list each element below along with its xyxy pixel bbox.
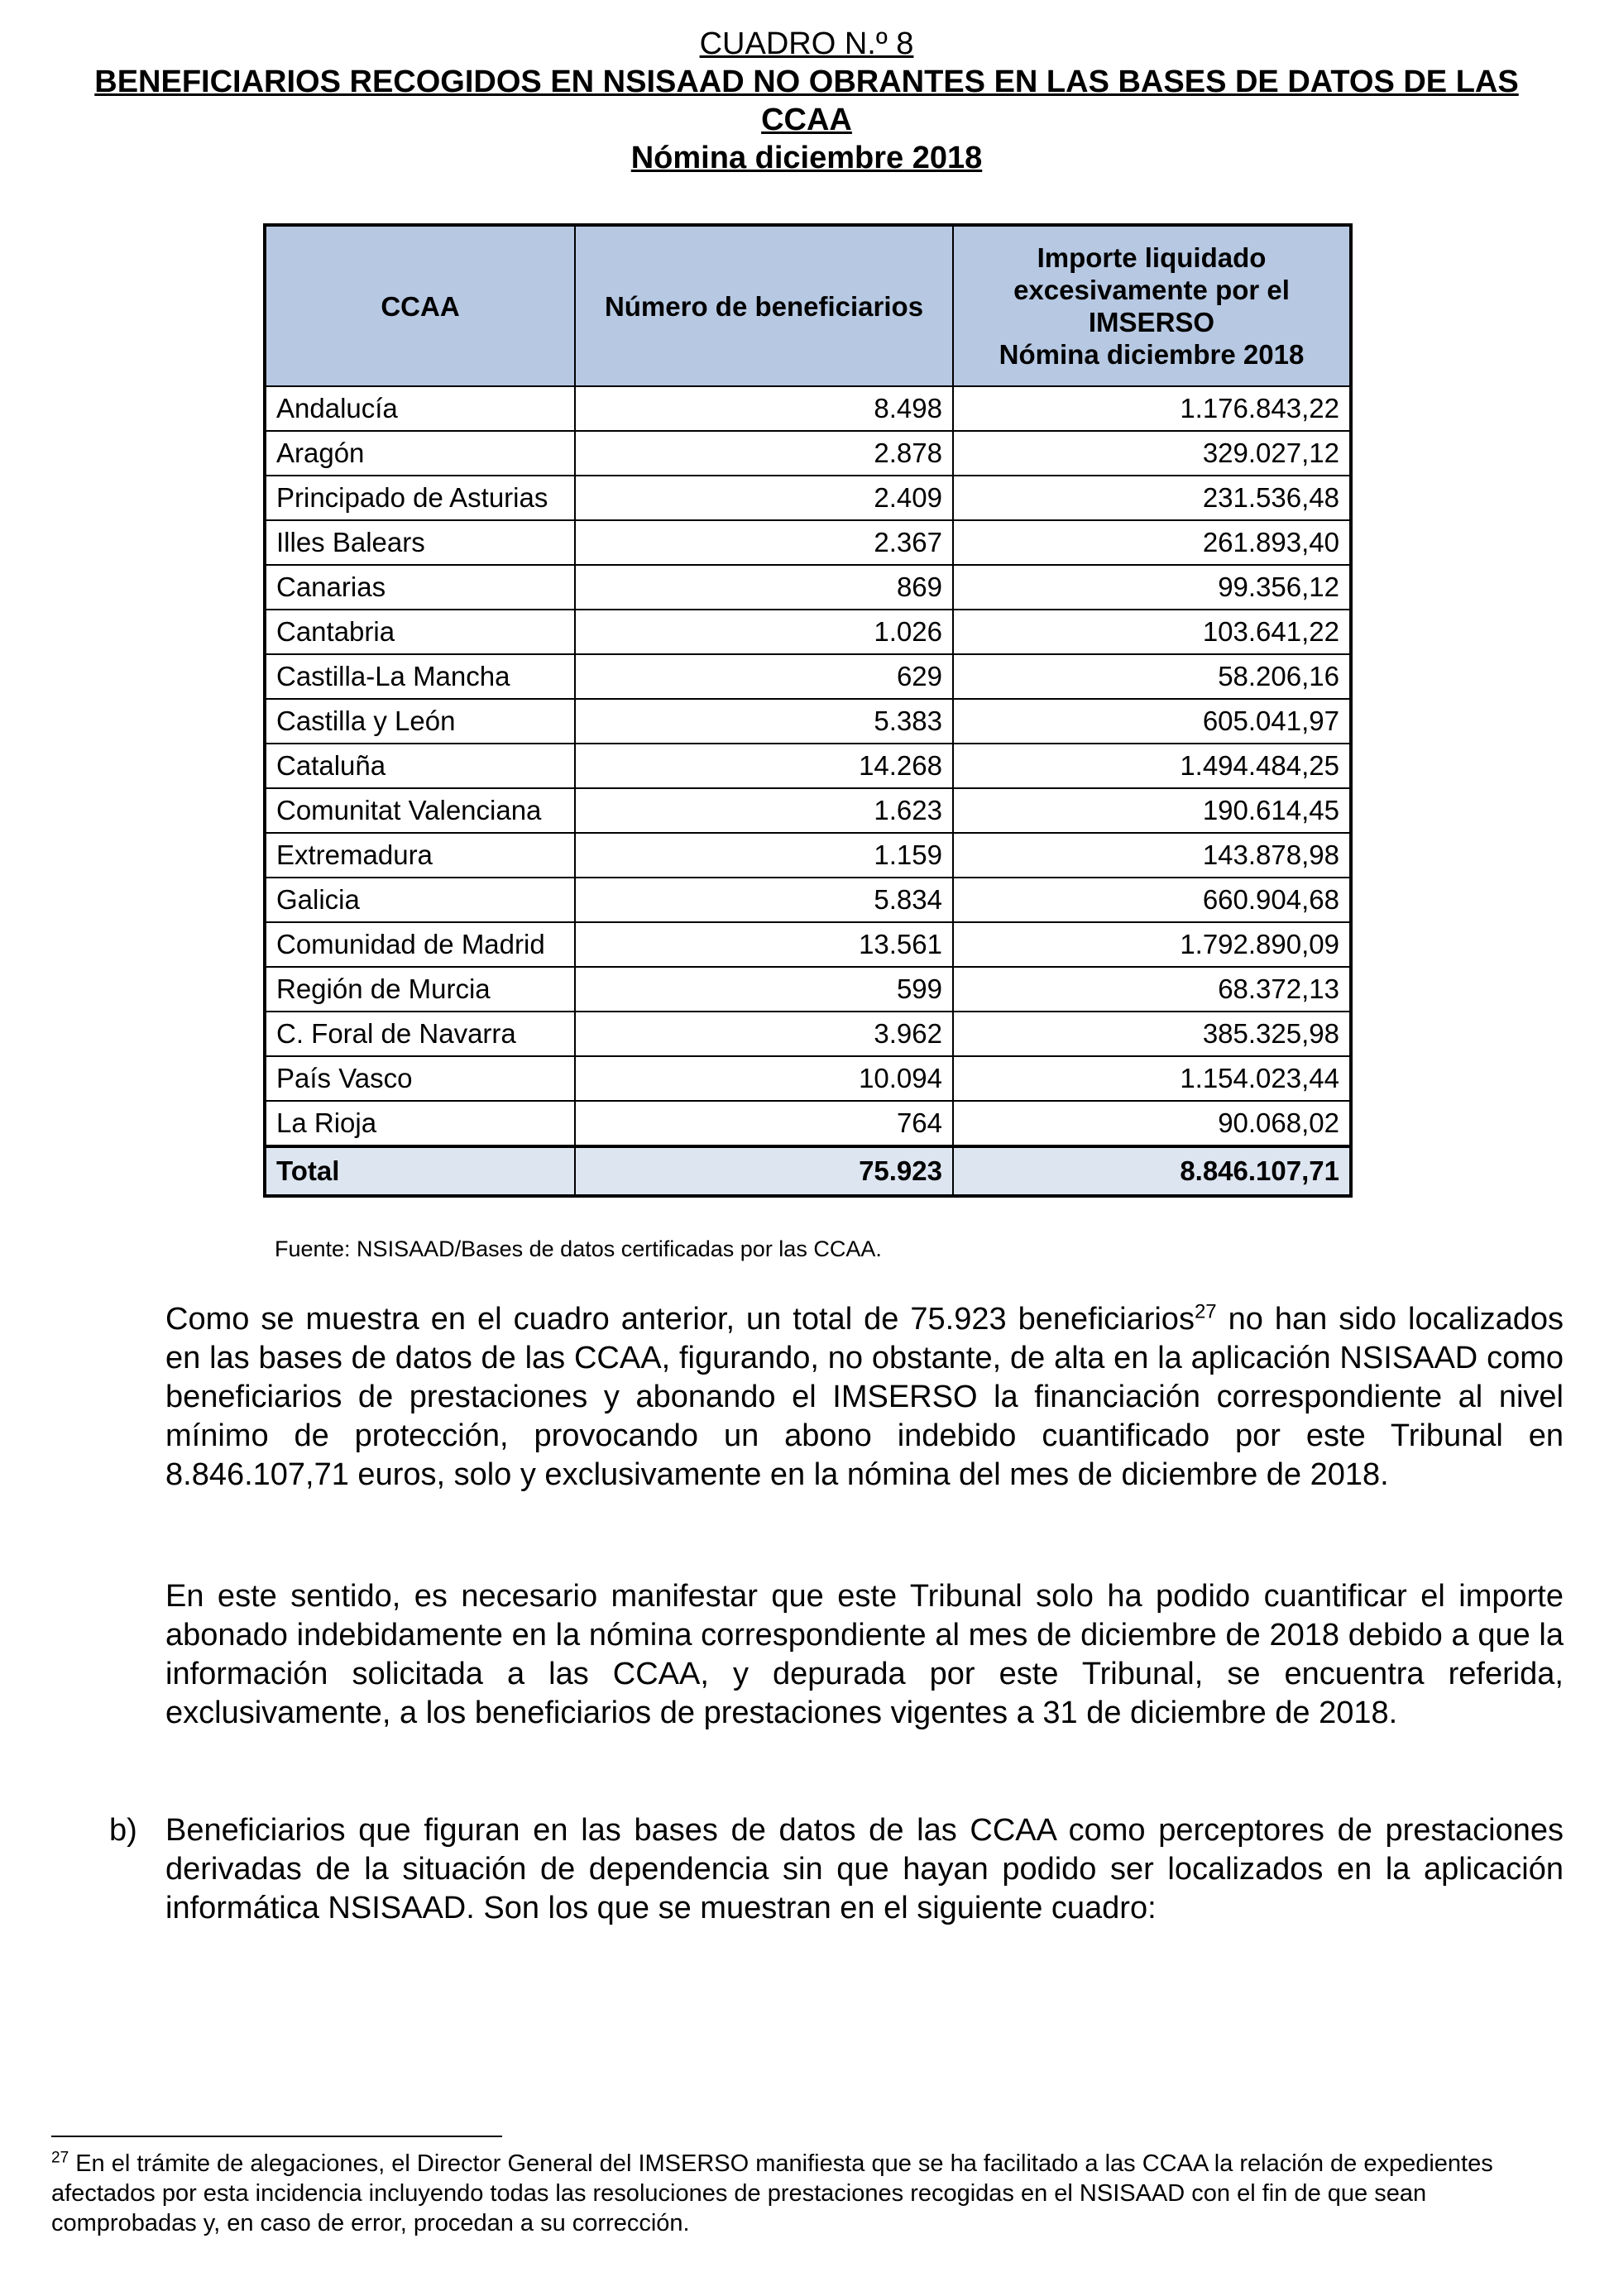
cell-ccaa: Canarias: [265, 565, 575, 610]
cell-ccaa: La Rioja: [265, 1101, 575, 1146]
paragraph-1-end: no han sido localizados en las bases de datos de las CCAA, figurando, no obstante, de alta en la aplicación NSISAAD como beneficiarios de prestaciones y abonando el IMSERSO la financiación correspondiente al nivel mínimo de protección, provocando un abono indebido cuantificado por este Tribunal en 8.846.107,71 euros, solo y exclusivamente en la nómina del mes de diciembre de 2018.: [165, 1302, 1564, 1492]
table-number: CUADRO N.º 8: [699, 26, 914, 61]
cell-importe: 143.878,98: [953, 833, 1351, 878]
table-row: [265, 1012, 1351, 1056]
list-marker: b): [109, 1813, 137, 1848]
cell-ccaa: C. Foral de Navarra: [265, 1012, 575, 1056]
cell-ccaa: Cataluña: [265, 744, 575, 788]
cell-importe: 1.176.843,22: [953, 386, 1351, 431]
cell-importe: 1.792.890,09: [953, 922, 1351, 967]
cell-beneficiarios: 14.268: [575, 744, 953, 788]
cell-importe: 90.068,02: [953, 1101, 1351, 1146]
cell-beneficiarios: 1.623: [575, 788, 953, 833]
footnote-divider: [51, 2136, 502, 2137]
paragraph-1-start: Como se muestra en el cuadro anterior, un total de 75.923 beneficiarios: [165, 1302, 1195, 1337]
table-body: [265, 386, 1351, 1196]
table-row: [265, 699, 1351, 744]
cell-ccaa: País Vasco: [265, 1056, 575, 1101]
cell-importe: 385.325,98: [953, 1012, 1351, 1056]
table-heading: BENEFICIARIOS RECOGIDOS EN NSISAAD NO OBRANTES EN LAS BASES DE DATOS DE LAS CCAA: [94, 65, 1519, 137]
cell-ccaa: Aragón: [265, 431, 575, 476]
cell-beneficiarios: 10.094: [575, 1056, 953, 1101]
total-label: Total: [265, 1146, 575, 1196]
beneficiaries-table: [263, 223, 1353, 1198]
cell-ccaa: Illes Balears: [265, 520, 575, 565]
header-importe-sub: Nómina diciembre 2018: [999, 339, 1305, 370]
cell-beneficiarios: 1.026: [575, 610, 953, 654]
cell-ccaa: Andalucía: [265, 386, 575, 431]
cell-beneficiarios: 2.878: [575, 431, 953, 476]
table-row: [265, 476, 1351, 520]
cell-beneficiarios: 2.367: [575, 520, 953, 565]
cell-ccaa: Región de Murcia: [265, 967, 575, 1012]
cell-beneficiarios: 599: [575, 967, 953, 1012]
cell-importe: 1.494.484,25: [953, 744, 1351, 788]
cell-importe: 261.893,40: [953, 520, 1351, 565]
footnote-text: En el trámite de alegaciones, el Director General del IMSERSO manifiesta que se ha facilitado a las CCAA la relación de expedientes afectados por esta incidencia incluyendo todas las resoluciones de prestaciones recogidas en el NSISAAD con el fin de que sean comprobadas y, en caso de error, procedan a su corrección.: [51, 2150, 1493, 2236]
cell-ccaa: Galicia: [265, 878, 575, 922]
paragraph-2: En este sentido, es necesario manifestar que este Tribunal solo ha podido cuantificar el importe abonado indebidamente en la nómina correspondiente al mes de diciembre de 2018 debido a que la información solicitada a las CCAA, y depurada por este Tribunal, se encuentra referida, exclusivamente, a los beneficiarios de prestaciones vigentes a 31 de diciembre de 2018.: [165, 1579, 1564, 1730]
cell-importe: 329.027,12: [953, 431, 1351, 476]
cell-beneficiarios: 1.159: [575, 833, 953, 878]
cell-importe: 231.536,48: [953, 476, 1351, 520]
cell-importe: 103.641,22: [953, 610, 1351, 654]
table-title: [50, 25, 1564, 177]
cell-ccaa: Castilla-La Mancha: [265, 654, 575, 699]
footnote-ref[interactable]: 27: [1194, 1300, 1217, 1323]
table-total-row: [265, 1146, 1351, 1196]
cell-beneficiarios: 764: [575, 1101, 953, 1146]
total-importe: 8.846.107,71: [953, 1146, 1351, 1196]
footnote: [51, 2149, 1565, 2238]
paragraph-3: Beneficiarios que figuran en las bases de datos de las CCAA como perceptores de prestaciones derivadas de la situación de dependencia sin que hayan podido ser localizados en la aplicación informática NSISAAD. Son los que se muestran en el siguiente cuadro:: [165, 1813, 1564, 1925]
cell-beneficiarios: 8.498: [575, 386, 953, 431]
total-beneficiarios: 75.923: [575, 1146, 953, 1196]
table-source: Fuente: NSISAAD/Bases de datos certificadas por las CCAA.: [275, 1236, 882, 1261]
cell-beneficiarios: 869: [575, 565, 953, 610]
table-row: [265, 610, 1351, 654]
header-beneficiarios: Número de beneficiarios: [575, 225, 953, 386]
cell-importe: 99.356,12: [953, 565, 1351, 610]
cell-beneficiarios: 3.962: [575, 1012, 953, 1056]
cell-beneficiarios: 5.383: [575, 699, 953, 744]
cell-importe: 660.904,68: [953, 878, 1351, 922]
table-row: [265, 744, 1351, 788]
cell-ccaa: Principado de Asturias: [265, 476, 575, 520]
cell-ccaa: Cantabria: [265, 610, 575, 654]
cell-importe: 190.614,45: [953, 788, 1351, 833]
table-row: [265, 922, 1351, 967]
cell-ccaa: Comunidad de Madrid: [265, 922, 575, 967]
table-row: [265, 654, 1351, 699]
table-row: [265, 431, 1351, 476]
table-row: [265, 565, 1351, 610]
table-row: [265, 788, 1351, 833]
table-row: [265, 1056, 1351, 1101]
cell-importe: 58.206,16: [953, 654, 1351, 699]
table-subheading: Nómina diciembre 2018: [630, 141, 983, 175]
footnote-number: 27: [51, 2149, 69, 2167]
header-importe: [953, 225, 1351, 386]
cell-beneficiarios: 629: [575, 654, 953, 699]
table-row: [265, 878, 1351, 922]
cell-beneficiarios: 5.834: [575, 878, 953, 922]
cell-ccaa: Extremadura: [265, 833, 575, 878]
table-row: [265, 1101, 1351, 1146]
cell-beneficiarios: 13.561: [575, 922, 953, 967]
table-header-row: [265, 225, 1351, 386]
cell-beneficiarios: 2.409: [575, 476, 953, 520]
table-row: [265, 386, 1351, 431]
cell-importe: 1.154.023,44: [953, 1056, 1351, 1101]
header-importe-label: Importe liquidado excesivamente por el IMSERSO: [1013, 242, 1290, 337]
header-ccaa: CCAA: [265, 225, 575, 386]
cell-ccaa: Comunitat Valenciana: [265, 788, 575, 833]
cell-importe: 68.372,13: [953, 967, 1351, 1012]
paragraph-1: [165, 1300, 1564, 1495]
table-row: [265, 833, 1351, 878]
cell-ccaa: Castilla y León: [265, 699, 575, 744]
table-row: [265, 967, 1351, 1012]
table-row: [265, 520, 1351, 565]
cell-importe: 605.041,97: [953, 699, 1351, 744]
